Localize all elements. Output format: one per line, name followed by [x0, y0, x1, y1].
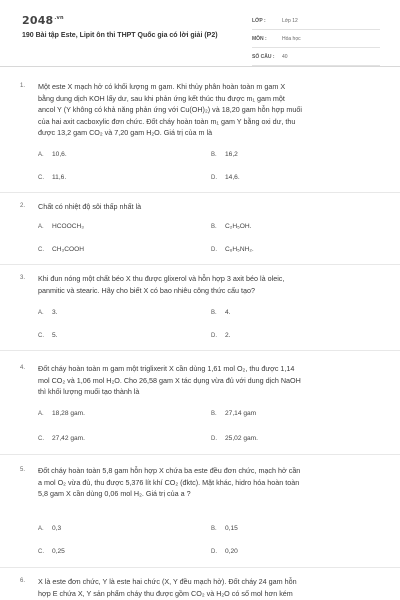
question-divider — [0, 350, 400, 351]
meta-label: SỐ CÂU : — [252, 53, 275, 60]
meta-value: Lớp 12 — [282, 17, 298, 24]
option-text: 27,42 gam. — [52, 435, 85, 442]
option-text: 0,15 — [225, 525, 238, 532]
option-b[interactable] — [211, 223, 251, 230]
option-text: 5. — [52, 332, 58, 339]
option-letter: A. — [38, 224, 44, 230]
meta-value: 40 — [282, 53, 288, 60]
option-text: 27,14 gam — [225, 410, 257, 417]
option-c[interactable] — [38, 548, 65, 555]
question-text: Đốt cháy hoàn toàn 5,8 gam hỗn hợp X chứa ba este đều đơn chức, mạch hở cần a mol O₂ vừa đủ, thu được 5,376 lít khí CO₂ (đktc). Mặt khác, hidro hóa hoàn toàn 5,8 gam X cần dùng 0,06 mol H₂. Giá trị của a ? — [38, 466, 301, 498]
meta-value: Hóa học — [282, 35, 301, 42]
option-letter: C. — [38, 333, 44, 339]
option-text: 0,3 — [52, 525, 62, 532]
meta-label: MÔN : — [252, 35, 267, 42]
document-title: 190 Bài tập Este, Lipit ôn thi THPT Quốc gia có lời giải (P2) — [22, 32, 218, 39]
option-b[interactable] — [211, 525, 238, 532]
option-c[interactable] — [38, 246, 84, 253]
question-number: 6. — [20, 578, 26, 584]
option-b[interactable] — [211, 309, 231, 316]
option-b[interactable] — [211, 410, 256, 417]
option-a[interactable] — [38, 309, 58, 316]
question-text: Đốt cháy hoàn toàn m gam một triglixerit X cần dùng 1,61 mol O₂, thu được 1,14 mol CO₂ và 1,06 mol H₂O. Cho 26,58 gam X tác dụng vừa đủ với dung dịch NaOH thì khối lượng muối tạo thành là — [38, 364, 301, 396]
page-header — [0, 0, 400, 66]
option-text: 14,6. — [225, 174, 240, 181]
option-letter: D. — [211, 549, 217, 555]
question-divider — [0, 192, 400, 193]
option-text: HCOOCH₃ — [52, 223, 84, 230]
option-text: 11,6. — [52, 174, 67, 181]
option-text: 10,6. — [52, 151, 67, 158]
question-number: 3. — [20, 275, 26, 281]
question-divider — [0, 454, 400, 455]
question-number: 4. — [20, 365, 26, 371]
option-c[interactable] — [38, 332, 58, 339]
option-letter: C. — [38, 247, 44, 253]
meta-label: LỚP : — [252, 17, 266, 24]
option-d[interactable] — [211, 548, 238, 555]
logo-text: 2048 — [22, 14, 54, 27]
option-text: 0,25 — [52, 548, 65, 555]
option-d[interactable] — [211, 246, 254, 253]
option-text: C₆H₅NH₂. — [225, 246, 254, 253]
logo-domain: .vn — [54, 15, 64, 22]
meta-row-question-count — [252, 48, 380, 66]
option-letter: B. — [211, 152, 217, 158]
option-text: C₂H₅OH. — [225, 223, 252, 230]
site-logo[interactable] — [22, 14, 64, 27]
option-text: 2. — [225, 332, 231, 339]
meta-info-table — [252, 12, 380, 66]
option-c[interactable] — [38, 435, 85, 442]
option-text: 25,02 gam. — [225, 435, 258, 442]
option-letter: A. — [38, 152, 44, 158]
option-text: 16,2 — [225, 151, 238, 158]
option-a[interactable] — [38, 223, 84, 230]
option-d[interactable] — [211, 332, 231, 339]
option-d[interactable] — [211, 174, 240, 181]
option-letter: D. — [211, 333, 217, 339]
question-number: 1. — [20, 83, 26, 89]
option-text: 4. — [225, 309, 231, 316]
question-number: 2. — [20, 203, 26, 209]
option-text: 3. — [52, 309, 58, 316]
option-letter: C. — [38, 175, 44, 181]
option-a[interactable] — [38, 525, 61, 532]
option-text: 0,20 — [225, 548, 238, 555]
question-list — [0, 67, 400, 600]
meta-row-class — [252, 12, 380, 30]
question-text: X là este đơn chức, Y là este hai chức (X, Y đều mạch hở). Đốt cháy 24 gam hỗn hợp E chứa X, Y sản phẩm cháy thu được gồm CO₂ và H₂O có số mol hơn kém — [38, 577, 297, 598]
option-letter: C. — [38, 436, 44, 442]
option-letter: A. — [38, 411, 44, 417]
option-letter: B. — [211, 411, 217, 417]
option-c[interactable] — [38, 174, 66, 181]
question-text: Một este X mạch hở có khối lượng m gam. Khi thủy phân hoàn toàn m gam X bằng dung dịch KOH lấy dư, sau khi phản ứng kết thúc thu được m₁ gam một ancol Y (Y không có khả năng phản ứng với Cu(OH)₂) và 18,20 gam hỗn hợp muối của hai axit cacboxylic đơn chức. Đốt cháy hoàn toàn m₁ gam Y bằng oxi dư, thu được 13,2 gam CO₂ và 7,20 gam H₂O. Giá trị của m là — [38, 82, 302, 137]
question-text: Khi đun nóng một chất béo X thu được glixerol và hỗn hợp 3 axit béo là oleic, panmitic và stearic. Hãy cho biết X có bao nhiêu công thức cấu tạo? — [38, 274, 285, 295]
option-text: CH₃COOH — [52, 246, 84, 253]
option-letter: B. — [211, 310, 217, 316]
question-divider — [0, 264, 400, 265]
option-letter: C. — [38, 549, 44, 555]
option-letter: D. — [211, 247, 217, 253]
option-letter: B. — [211, 224, 217, 230]
option-letter: D. — [211, 175, 217, 181]
option-a[interactable] — [38, 410, 85, 417]
option-letter: A. — [38, 526, 44, 532]
question-text: Chất có nhiệt độ sôi thấp nhất là — [38, 202, 142, 211]
option-a[interactable] — [38, 151, 67, 158]
option-letter: B. — [211, 526, 217, 532]
option-b[interactable] — [211, 151, 238, 158]
option-letter: D. — [211, 436, 217, 442]
meta-row-subject — [252, 30, 380, 48]
option-d[interactable] — [211, 435, 258, 442]
option-letter: A. — [38, 310, 44, 316]
question-divider — [0, 567, 400, 568]
question-number: 5. — [20, 467, 26, 473]
option-text: 18,28 gam. — [52, 410, 85, 417]
